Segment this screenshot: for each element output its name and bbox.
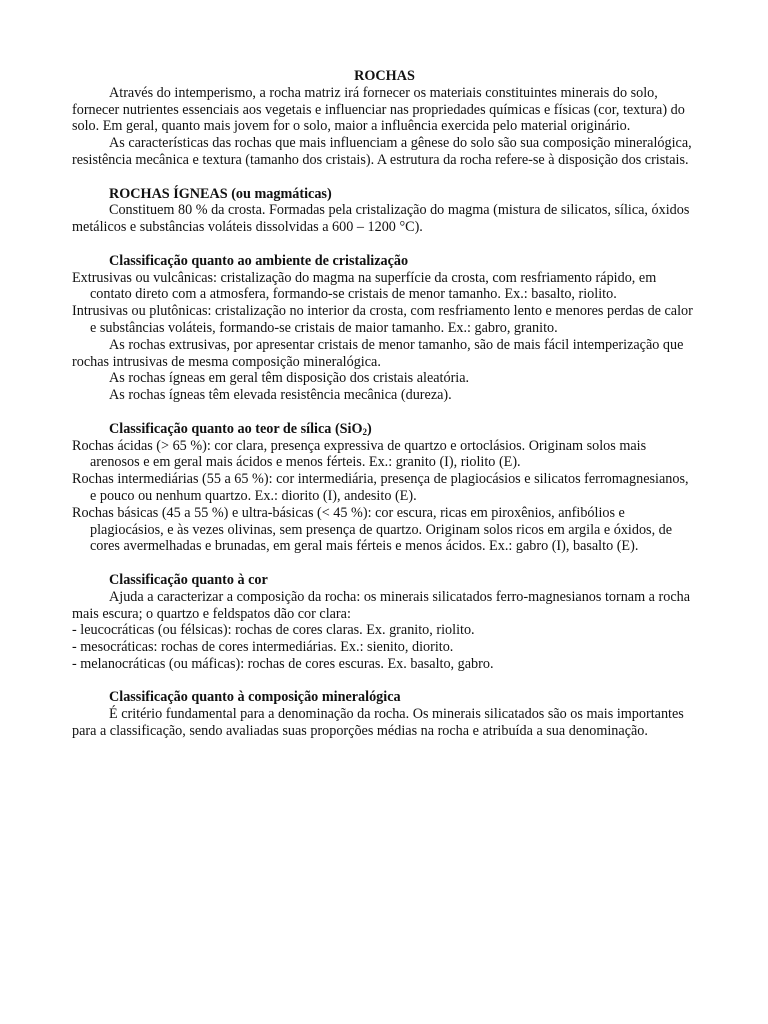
section-heading-silica [109,421,697,438]
mineralogica-paragraph: É critério fundamental para a denominação da rocha. Os minerais silicatados são os mais importantes para a classificação, sendo avaliadas suas proporções médias na rocha e atribuída a sua denominação. [72,706,684,740]
cor-list-item: - leucocráticas (ou félsicas): rochas de cores claras. Ex. granito, riolito. [72,622,475,639]
intro-paragraph-2: As características das rochas que mais influenciam a gênese do solo são sua composição mineralógica, resistência mecânica e textura (tamanho dos cristais). A estrutura da rocha refere-se à disposição dos cristais. [72,135,692,168]
document-body [72,68,697,740]
cor-list-item: - melanocráticas (ou máficas): rochas de cores escuras. Ex. basalto, gabro. [72,655,494,672]
extrusivas-item: Extrusivas ou vulcânicas: cristalização do magma na superfície da crosta, com resfriamento rápido, em contato direto com a atmosfera, formando-se cristais de menor tamanho. Ex.: basalto, riolito. [72,269,657,303]
section-heading-igneas: ROCHAS ÍGNEAS (ou magmáticas) [109,185,332,202]
ambiente-paragraph-1: As rochas extrusivas, por apresentar cristais de menor tamanho, são de mais fácil intemperização que rochas intrusivas de mesma composição mineralógica. [72,336,684,370]
rochas-acidas-item: Rochas ácidas (> 65 %): cor clara, presença expressiva de quartzo e ortoclásios. Originam solos mais arenosos e em geral mais ácidos e menos férteis. Ex.: granito (I), riolito (E). [72,437,647,471]
section-heading-cor: Classificação quanto à cor [109,571,268,588]
silica-heading-subscript: 2 [362,426,368,437]
section-heading-ambiente: Classificação quanto ao ambiente de cristalização [109,252,409,269]
section-heading-mineralogica: Classificação quanto à composição mineralógica [109,689,401,706]
document-title: ROCHAS [354,68,415,84]
rochas-intermediarias-item: Rochas intermediárias (55 a 65 %): cor intermediária, presença de plagiocásios e silicatos ferromagnesianos, e pouco ou nenhum quartzo. Ex.: diorito (I), andesito (E). [72,471,689,504]
ambiente-paragraph-3: As rochas ígneas têm elevada resistência mecânica (dureza). [109,387,452,404]
igneas-paragraph: Constituem 80 % da crosta. Formadas pela cristalização do magma (mistura de silicatos, sílica, óxidos metálicos e substâncias voláteis dissolvidas a 600 – 1200 °C). [72,202,690,236]
rochas-basicas-item: Rochas básicas (45 a 55 %) e ultra-básicas (< 45 %): cor escura, ricas em piroxênios, anfibólios e plagiocásios, e às vezes olivinas, sem presença de quartzo. Originam solos ricos em argila e óxidos, de cores avermelhadas e brunadas, em geral mais férteis e menos ácidos. Ex.: gabro (I), basalto (E). [72,504,673,555]
cor-list-item: - mesocráticas: rochas de cores intermediárias. Ex.: sienito, diorito. [72,639,454,656]
intrusivas-item: Intrusivas ou plutônicas: cristalização no interior da crosta, com resfriamento lento e menores perdas de calor e substâncias voláteis, formando-se cristais de maior tamanho. Ex.: gabro, granito. [72,303,693,336]
silica-heading-text: Classificação quanto ao teor de sílica (SiO [109,420,363,437]
ambiente-paragraph-2: As rochas ígneas em geral têm disposição dos cristais aleatória. [109,370,470,387]
intro-paragraph-1: Através do intemperismo, a rocha matriz irá fornecer os materiais constituintes minerais do solo, fornecer nutrientes essenciais aos vegetais e influenciar nas propriedades químicas e físicas (cor, textura) do solo. Em geral, quanto mais jovem for o solo, maior a influência exercida pelo material originário. [72,84,685,135]
silica-heading-close: ) [367,420,372,437]
cor-paragraph: Ajuda a caracterizar a composição da rocha: os minerais silicatados ferro-magnesianos tornam a rocha mais escura; o quartzo e feldspatos dão cor clara: [72,588,691,622]
